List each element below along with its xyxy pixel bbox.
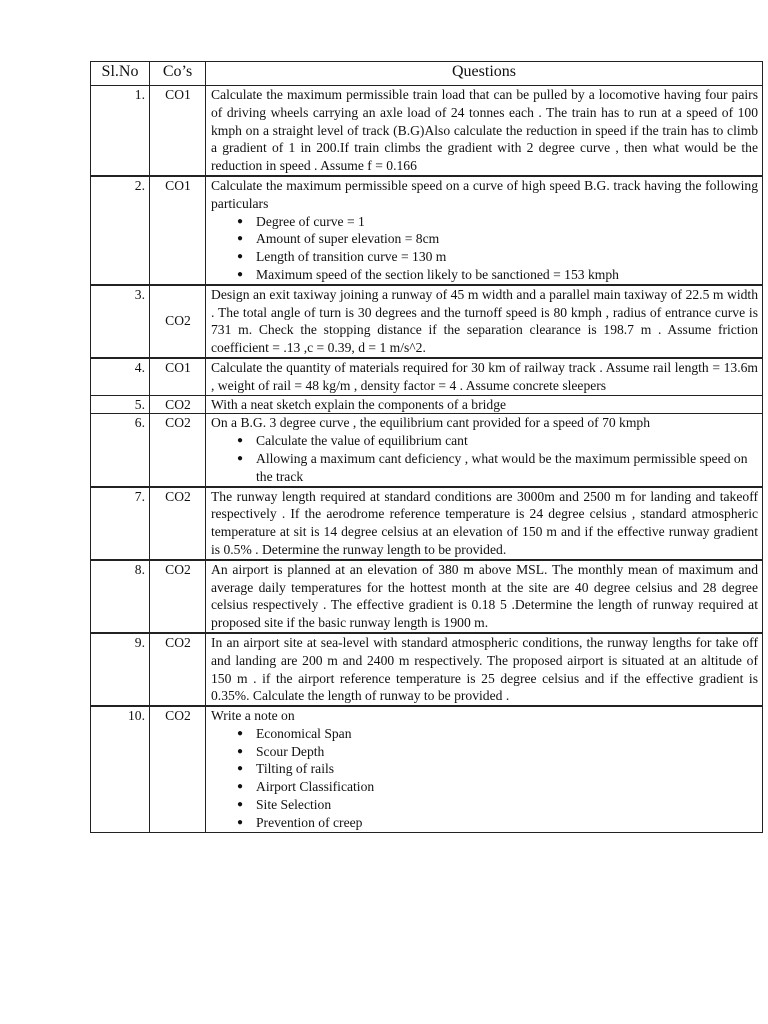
bullet-item: ● Prevention of creep bbox=[237, 814, 758, 832]
course-outcome: CO2 bbox=[150, 414, 206, 487]
bullet-item: ● Airport Classification bbox=[237, 778, 758, 796]
question-cell bbox=[206, 176, 763, 285]
header-slno: Sl.No bbox=[91, 62, 150, 86]
question-text: An airport is planned at an elevation of 380 m above MSL. The monthly mean of maximum and average daily temperatures for the hottest month at the site are 40 degree celsius and 28 degree celsius respectively . The effective gradient is 0.18 5 .Determine the length of runway required at proposed site if the basic runway length is 1900 m. bbox=[211, 561, 758, 631]
table-row bbox=[91, 487, 763, 560]
question-cell bbox=[206, 395, 763, 414]
bullet-item: ● Economical Span bbox=[237, 725, 758, 743]
bullet-item: ● Scour Depth bbox=[237, 743, 758, 761]
question-cell bbox=[206, 86, 763, 176]
question-text: Design an exit taxiway joining a runway of 45 m width and a parallel main taxiway of 22.5 m width . The total angle of turn is 30 degrees and the turnoff speed is 80 kmph , radius of entrance curve is 731 m. Check the stopping distance if the separation clearance is 198.7 m . Assume friction coefficient = .13 ,c = 0.39, d = 1 m/s^2. bbox=[211, 286, 758, 356]
serial-number: 10. bbox=[91, 706, 150, 832]
course-outcome: CO2 bbox=[150, 560, 206, 633]
question-text: Write a note on bbox=[211, 708, 295, 724]
serial-number: 1. bbox=[91, 86, 150, 176]
question-cell bbox=[206, 487, 763, 560]
serial-number: 8. bbox=[91, 560, 150, 633]
serial-number: 3. bbox=[91, 285, 150, 358]
course-outcome: CO2 bbox=[150, 487, 206, 560]
bullet-item: ● Tilting of rails bbox=[237, 760, 758, 778]
serial-number: 6. bbox=[91, 414, 150, 487]
course-outcome: CO1 bbox=[150, 358, 206, 395]
header-row bbox=[91, 62, 763, 86]
table-row bbox=[91, 285, 763, 358]
header-cos: Co’s bbox=[150, 62, 206, 86]
serial-number: 9. bbox=[91, 633, 150, 706]
question-text: In an airport site at sea-level with standard atmospheric conditions, the runway lengths for take off and landing are 200 m and 2400 m respectively. The proposed airport is situated at an altitude of 150 m . if the airport reference temperature is 25 degree celsius and if the effective gradient is 0.35%. Calculate the length of runway to be provided . bbox=[211, 634, 758, 704]
course-outcome: CO2 bbox=[150, 706, 206, 832]
course-outcome: CO1 bbox=[150, 176, 206, 285]
course-outcome: CO2 bbox=[150, 285, 206, 358]
question-cell bbox=[206, 414, 763, 487]
course-outcome: CO2 bbox=[150, 633, 206, 706]
serial-number: 2. bbox=[91, 176, 150, 285]
bullet-item: ● Length of transition curve = 130 m bbox=[237, 248, 758, 266]
question-cell bbox=[206, 633, 763, 706]
question-text: On a B.G. 3 degree curve , the equilibrium cant provided for a speed of 70 kmph bbox=[211, 415, 651, 431]
table-row bbox=[91, 706, 763, 832]
question-text: Calculate the quantity of materials required for 30 km of railway track . Assume rail length = 13.6m , weight of rail = 48 kg/m , density factor = 4 . Assume concrete sleepers bbox=[211, 359, 758, 393]
bullet-list bbox=[211, 725, 758, 832]
question-text: With a neat sketch explain the components of a bridge bbox=[211, 396, 507, 412]
table-row bbox=[91, 86, 763, 176]
bullet-item: ● Calculate the value of equilibrium cant bbox=[237, 432, 758, 450]
question-text: The runway length required at standard conditions are 3000m and 2500 m for landing and takeoff respectively . If the aerodrome reference temperature is 24 degree celsius , standard atmospheric temperature at sit is 14 degree celsius at an elevation of 150 m and if the effective runway gradient is 0.5% . Determine the runway length to be provided. bbox=[211, 488, 758, 557]
bullet-list bbox=[211, 432, 758, 485]
bullet-item: ● Degree of curve = 1 bbox=[237, 213, 758, 231]
table-row bbox=[91, 560, 763, 633]
course-outcome: CO1 bbox=[150, 86, 206, 176]
course-outcome: CO2 bbox=[150, 395, 206, 414]
serial-number: 7. bbox=[91, 487, 150, 560]
header-questions: Questions bbox=[206, 62, 763, 86]
question-cell bbox=[206, 285, 763, 358]
serial-number: 4. bbox=[91, 358, 150, 395]
question-cell bbox=[206, 706, 763, 832]
table-row bbox=[91, 358, 763, 395]
bullet-item: ● Site Selection bbox=[237, 796, 758, 814]
question-cell bbox=[206, 560, 763, 633]
question-text: Calculate the maximum permissible speed on a curve of high speed B.G. track having the following particulars bbox=[211, 177, 758, 211]
table-row bbox=[91, 633, 763, 706]
bullet-list bbox=[211, 213, 758, 284]
bullet-item: ● Amount of super elevation = 8cm bbox=[237, 230, 758, 248]
questions-table bbox=[90, 61, 763, 833]
bullet-item: ● Allowing a maximum cant deficiency , what would be the maximum permissible speed on the track bbox=[237, 450, 758, 486]
table-row bbox=[91, 176, 763, 285]
table-row bbox=[91, 395, 763, 414]
bullet-item: ● Maximum speed of the section likely to be sanctioned = 153 kmph bbox=[237, 266, 758, 284]
question-text: Calculate the maximum permissible train load that can be pulled by a locomotive having four pairs of driving wheels carrying an axle load of 24 tonnes each . The train has to run at a speed of 100 kmph on a straight level of track (B.G)Also calculate the reduction in speed if the train has to climb a gradient of 1 in 200.If train climbs the gradient with 2 degree curve , then what would be the reduction in speed . Assume f = 0.166 bbox=[211, 87, 758, 174]
question-cell bbox=[206, 358, 763, 395]
table-row bbox=[91, 414, 763, 487]
serial-number: 5. bbox=[91, 395, 150, 414]
